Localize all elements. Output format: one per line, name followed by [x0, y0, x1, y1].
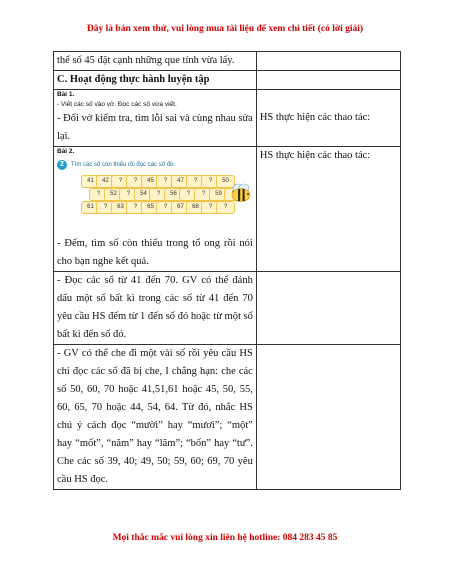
honeycomb-figure	[57, 159, 253, 231]
table-row	[54, 147, 401, 272]
exercise-label: Bài 1.	[57, 91, 75, 98]
honeycomb-cell: ?	[179, 188, 198, 201]
honeycomb-cell: ?	[201, 175, 220, 188]
preview-banner: Đây là bản xem thử, vui lòng mua tài liệu để xem chi tiết (có lời giải)	[86, 24, 364, 34]
honeycomb-cell: ?	[216, 201, 235, 214]
figure-title	[57, 159, 253, 171]
exercise-instruction: - Viết các số vào vở. Đọc các số vừa viết.	[57, 101, 177, 108]
honeycomb-cell: 42	[96, 175, 115, 188]
honeycomb-cell: 68	[186, 201, 205, 214]
exercise-label: Bài 2.	[57, 148, 75, 155]
honeycomb-cell: 67	[171, 201, 190, 214]
honeycomb-cell: ?	[89, 188, 108, 201]
honeycomb-cell: ?	[119, 188, 138, 201]
honeycomb-cell: 61	[81, 201, 100, 214]
student-text: HS thực hiện các thao tác:	[259, 150, 371, 161]
activity-cell	[54, 272, 257, 345]
section-heading	[54, 71, 257, 90]
section-heading-text: C. Hoạt động thực hành luyện tập	[57, 74, 210, 85]
lesson-table	[53, 51, 401, 490]
honeycomb-cell: 47	[171, 175, 190, 188]
table-row	[54, 52, 401, 71]
student-cell	[256, 52, 400, 71]
student-text: HS thực hiện các thao tác:	[259, 112, 371, 123]
honeycomb-cell: ?	[149, 188, 168, 201]
honeycomb-cell: 56	[164, 188, 183, 201]
activity-cell	[54, 147, 257, 272]
honeycomb-cell: ?	[156, 201, 175, 214]
honeycomb-cell: ?	[111, 175, 130, 188]
honeycomb-cell: ?	[96, 201, 115, 214]
student-cell	[256, 272, 400, 345]
row-text: - Đọc các số từ 41 đến 70. GV có thể đánh dấu một số bất kì trong các số từ 41 đến 70 yêu cầu HS đếm từ 1 đến số đó hoặc từ một số bất kì đến số đó.	[57, 275, 253, 340]
honeycomb-cell: ?	[156, 175, 175, 188]
student-cell	[256, 71, 400, 90]
honeycomb-cell: ?	[201, 201, 220, 214]
honeycomb-cell: 41	[81, 175, 100, 188]
activity-cell	[54, 345, 257, 490]
honeycomb-cell: 52	[104, 188, 123, 201]
honeycomb-cell: 65	[141, 201, 160, 214]
activity-cell	[54, 90, 257, 147]
student-cell	[256, 345, 400, 490]
row-text: - Đếm, tìm số còn thiếu trong tổ ong rồi nói cho bạn nghe kết quả.	[57, 238, 253, 267]
student-cell	[256, 147, 400, 272]
honeycomb-cell: 63	[111, 201, 130, 214]
hotline-footer: Mọi thắc mắc vui lòng xin liên hệ hotline: 084 283 45 85	[112, 533, 338, 543]
activity-cell	[54, 52, 257, 71]
honeycomb-cell: 59	[209, 188, 228, 201]
student-cell	[256, 90, 400, 147]
honeycomb-cell: ?	[126, 201, 145, 214]
row-text: - Đổi vở kiểm tra, tìm lỗi sai và cùng nhau sửa lại.	[57, 113, 253, 142]
table-row	[54, 71, 401, 90]
honeycomb-cell: 45	[141, 175, 160, 188]
row-text: thể số 45 đặt cạnh những que tính vừa lấy.	[57, 55, 235, 66]
table-row	[54, 345, 401, 490]
honeycomb-cell: 50	[216, 175, 235, 188]
honeycomb-cell: 54	[134, 188, 153, 201]
table-row	[54, 90, 401, 147]
table-row	[54, 272, 401, 345]
figure-title-text: Tìm các số còn thiếu rồi đọc các số đó:	[71, 162, 176, 168]
honeycomb-cell: ?	[194, 188, 213, 201]
honeycomb-cell: ?	[186, 175, 205, 188]
figure-number-badge: 2	[57, 160, 67, 170]
row-text: - GV có thể che đi một vài số rồi yêu cầu HS chỉ đọc các số đã bị che, I chẳng hạn: che các số 50, 60, 70 hoặc 41,51,61 hoặc 45, 50, 55, 60, 65, 70 hoặc 44, 54, 64. Từ đó, nhắc HS chú ý cách đọc “mười” hay “mươi”; “một” hay “mốt”, “năm” hay “lăm”; “bốn” hay “tư”. Che các số 39, 40; 49, 50; 59, 60; 69, 70 yêu cầu HS đọc.	[57, 348, 253, 485]
bee-icon	[229, 183, 253, 203]
honeycomb-cell: ?	[126, 175, 145, 188]
